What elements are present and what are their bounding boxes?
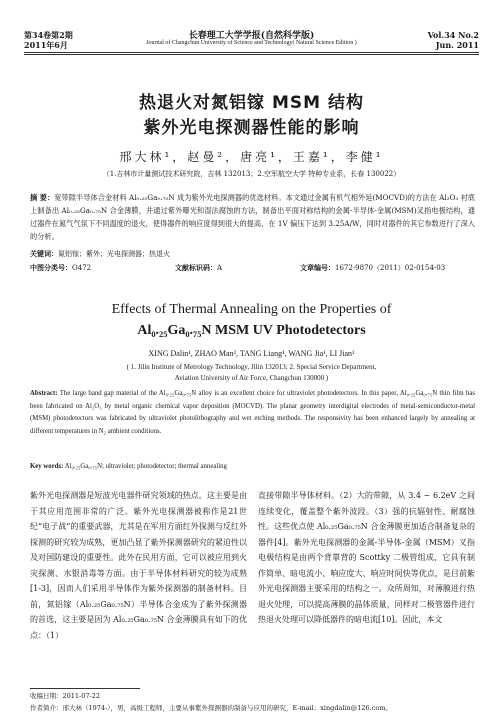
title-cn-line2: 紫外光电探测器性能的影响 [143, 118, 360, 138]
journal-name-en: Journal of Changchun University of Science and Technology( Natural Science Edition ) [146, 40, 357, 46]
doc-code [175, 263, 222, 273]
header-rule-thin [24, 54, 479, 55]
title-en-line2: Al₀.₂₅Ga₀.₇₅N MSM UV Photodetectors [137, 323, 366, 338]
doc-label: 文献标识码： [175, 263, 217, 272]
article-label: 文章编号： [300, 263, 335, 272]
abstract-cn-label: 摘 要： [30, 193, 55, 202]
volume-cn: 第34卷第2期 [24, 30, 73, 40]
date-en: Jun. 2011 [435, 40, 479, 50]
abstract-en-label: Abstract: [30, 390, 58, 397]
keywords-en [30, 461, 475, 474]
title-cn-line1: 热退火对氮铝镓 MSM 结构 [139, 93, 364, 113]
clc-value: O472 [72, 264, 92, 272]
affiliation-en-line2: Aviation University of Air Force, Changchun 130000 ) [174, 374, 329, 382]
body-column-left: 紫外光电探测器是短波光电器件研究领域的热点。这主要是由于其应用范围非常的广泛。紫外光电探测器被称作是21世纪“电子战”的重要武器，尤其是在军用方面红外探测与反红外探测的研究较为成熟，更加凸显了紫外探测器研究的紧迫性以及对国防建设的重要性。此外在民用方面，它可以被应用到火灾探测、水银消毒等方面。由于半导体材料研究的较为成熟[1-3]，因而人们采用半导体作为紫外探测器的制备材料。目前，氮铝镓（Al₀.₂₅Ga₀.₇₅N）半导体合金成为了紫外探测器的首选，这主要是因为 Al₀.₂₅Ga₀.₇₅N 合金薄膜具有如下的优点：（1） [30, 491, 247, 640]
affiliation-en-line1: ( 1. Jilin Institute of Metrology Technology, Jilin 132013; 2. Special Service Department, [126, 363, 377, 371]
footnote-received: 收稿日期：2011-07-22 [30, 692, 100, 700]
clc-number [30, 263, 91, 273]
keywords-en-label: Key words: [30, 463, 64, 470]
clc-label: 中图分类号： [30, 263, 72, 272]
volume-en: Vol.34 No.2 [427, 30, 479, 40]
article-number [300, 263, 445, 273]
keywords-cn-label: 关键词： [30, 249, 58, 258]
affiliation-cn: （1.吉林市计量测试技术研究院，吉林 132013；2.空军航空大学 特种专业系，长春 130022） [102, 170, 401, 178]
abstract-en-text: The large band gap material of the Al₀.₂₅Ga₀.₇₅N alloy is an excellent choice for ultraviolet photodetectors. In this paper, Al₀.₂₅Ga₀.₇₅N thin film has been fabricated on Al₂O₃ by metal organic chemical vapor deposition (MOCVD). The planar geometry interdigital electrodes of metal-semiconductor-metal (MSM) photodetectors was fabricated by ultraviolet photolithography and wet etching methods. The responsivity has been enhanced largely by annealing at different temperatures in N₂ ambient conditions. [30, 390, 475, 435]
keywords-en-text: Al₀.₂₅Ga₀.₇₅N; ultraviolet; photodetector; thermal annealing [64, 463, 227, 470]
journal-name-cn: 长春理工大学学报(自然科学版) [188, 31, 315, 41]
footnote-author: 作者简介：邢大林（1974-），男，高级工程师，主要从事紫外探测器的制备与应用的研究，E-mail：xingdalin@126.com。 [30, 704, 392, 712]
body-column-right: 直接带隙半导体材料。（2）大的带隙，从 3.4 ~ 6.2eV 之间连续变化，覆盖整个紫外波段。（3）强的抗辐射性、耐腐蚀性。这些优点使 Al₀.₂₅Ga₀.₇₅N 合金薄膜更加适合制备复杂的器件[4]。紫外光电探测器的金属-半导体-金属（MSM）叉指电极结构是由两个背靠背的 Scottky 二极管组成，它具有制作简单、暗电流小、响应度大、响应时间快等优点，是目前紫外光电探测器主要采用的结构之一。众所周知，对薄膜进行热退火处理，可以提高薄膜的晶体质量，同样对二极管器件进行热退火处理可以降低器件的暗电流[10]。因此，本文 [258, 491, 475, 624]
authors-cn: 邢大林¹，赵曼²，唐亮¹，王嘉¹，李健¹ [119, 150, 384, 164]
doc-value: A [217, 264, 223, 272]
abstract-cn [30, 191, 475, 243]
article-value: 1672-9870（2011）02-0154-03 [335, 264, 446, 272]
abstract-en [30, 388, 475, 438]
header-rule [24, 52, 479, 53]
footnote-rule [30, 688, 140, 689]
abstract-cn-text: 宽带隙半导体合金材料 Al₀.₂₅Ga₀.₇₅N 成为紫外光电探测器的优选材料。本文通过金属有机气相外延(MOCVD)的方法在 Al₂O₃ 衬底上制备出 Al₀.₂₅Ga₀.₇₅N 合金薄膜，并通过紫外曝光和湿法腐蚀的方法，制备出平面对称结构的金属-半导体-金属(MSM)叉指电极结构，通过器件在氮气气氛下不同温度的退火，使得器件的响应度得到很大的提高，在 1V 偏压下达到 3.25A/W，同时对器件的其它参数进行了深入的分析。 [30, 193, 475, 241]
header-right [428, 30, 479, 50]
keywords-cn [30, 249, 170, 259]
keywords-cn-text: 氮铝镓；紫外；光电探测器；热退火 [58, 250, 170, 258]
authors-en: XING Dalin¹, ZHAO Man², TANG Liang¹, WANG Jia¹, LI Jian¹ [148, 349, 355, 358]
date-cn: 2011年6月 [24, 40, 68, 50]
title-en-line1: Effects of Thermal Annealing on the Properties of [111, 302, 392, 317]
